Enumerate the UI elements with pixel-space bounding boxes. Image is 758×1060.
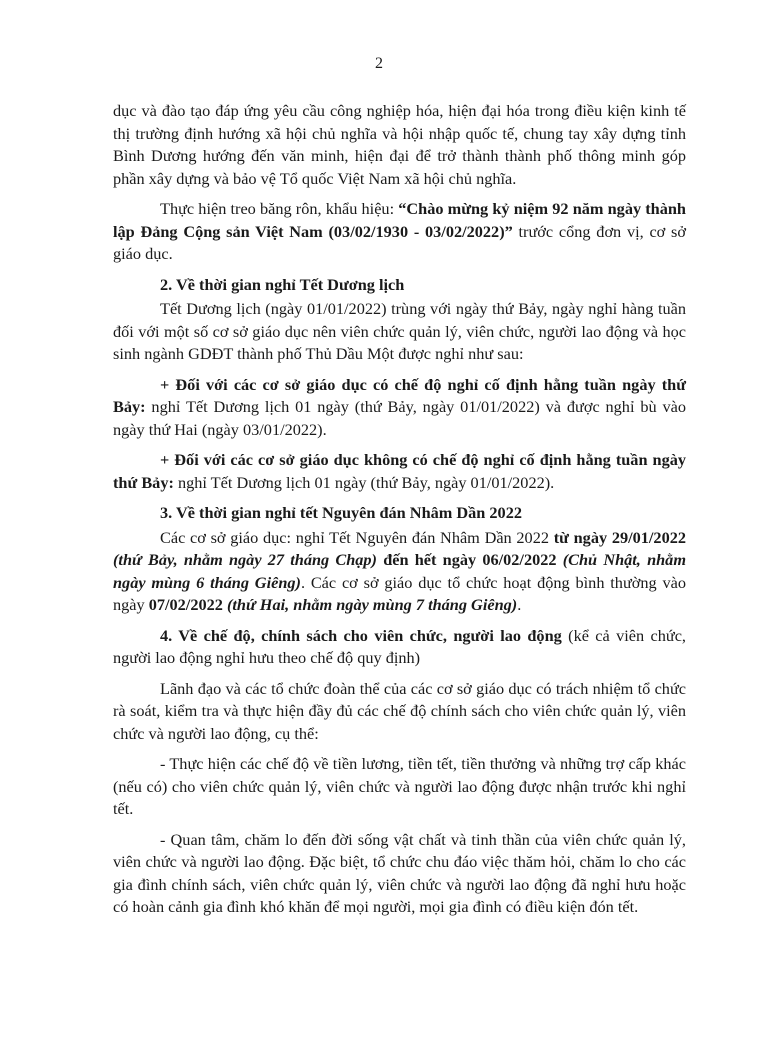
fixed-saturday-text: nghỉ Tết Dương lịch 01 ngày (thứ Bảy, ngày 01/01/2022) và được nghỉ bù vào ngày thứ Hai (ngày 03/01/2022).	[113, 397, 686, 439]
paragraph-care-support: - Quan tâm, chăm lo đến đời sống vật chất và tinh thần của viên chức quản lý, viên chức và người lao động. Đặc biệt, tổ chức chu đáo việc thăm hỏi, chăm lo cho các gia đình chính sách, viên chức quản lý, viên chức và người lao động đã nghỉ hưu hoặc có hoàn cảnh gia đình khó khăn để mọi người, mọi gia đình có điều kiện đón tết.	[113, 829, 686, 916]
heading-section-4	[113, 625, 686, 670]
document-body	[113, 100, 686, 927]
lunar-start-date: từ ngày 29/01/2022	[553, 527, 686, 547]
fixed-saturday-label: + Đối với các cơ sở giáo dục có chế độ nghỉ cố định hằng tuần ngày thứ Bảy:	[113, 374, 686, 416]
section-4-note: (kể cả viên chức, người lao động nghỉ hưu theo chế độ quy định)	[113, 625, 686, 667]
paragraph-fixed-saturday-off	[113, 374, 686, 442]
paragraph-salary-bonus: - Thực hiện các chế độ về tiền lương, tiền tết, tiền thưởng và những trợ cấp khác (nếu có) cho viên chức quản lý, viên chức và người lao động được nhận trước khi nghỉ tết.	[113, 754, 686, 818]
no-fixed-saturday-label: + Đối với các cơ sở giáo dục không có chế độ nghỉ cố định hằng tuần ngày thứ Bảy:	[113, 450, 686, 492]
heading-section-3: 3. Về thời gian nghỉ tết Nguyên đán Nhâm Dần 2022	[160, 503, 522, 522]
slogan-lead: Thực hiện treo băng rôn, khẩu hiệu:	[160, 199, 399, 218]
slogan-text: “Chào mừng kỷ niệm 92 năm ngày thành lập Đảng Cộng sản Việt Nam (03/02/1930 - 03/02/2022)”	[113, 199, 686, 241]
no-fixed-saturday-text: nghỉ Tết Dương lịch 01 ngày (thứ Bảy, ngày 01/01/2022).	[173, 472, 555, 492]
lunar-resume-date: 07/02/2022	[148, 595, 227, 614]
lunar-end-date: đến hết ngày 06/02/2022	[376, 550, 563, 569]
lunar-text-2: . Các cơ sở giáo dục tổ chức hoạt động bình thường vào ngày	[113, 572, 686, 614]
section-4-title: 4. Về chế độ, chính sách cho viên chức, người lao động	[160, 625, 562, 645]
lunar-start-note: (thứ Bảy, nhằm ngày 27 tháng Chạp)	[113, 550, 377, 569]
heading-section-2: 2. Về thời gian nghỉ Tết Dương lịch	[160, 274, 405, 294]
slogan-tail: trước cổng đơn vị, cơ sở giáo dục.	[113, 221, 686, 263]
lunar-text-3: .	[517, 595, 522, 614]
paragraph-new-year-overview: Tết Dương lịch (ngày 01/01/2022) trùng với ngày thứ Bảy, ngày nghỉ hàng tuần đối với một số cơ sở giáo dục nên viên chức quản lý, viên chức, người lao động và học sinh ngành GDĐT thành phố Thủ Dầu Một được nghỉ như sau:	[113, 299, 686, 363]
paragraph-no-fixed-saturday-off	[113, 449, 686, 494]
paragraph-lunar-new-year	[113, 527, 686, 617]
paragraph-leadership-duty: Lãnh đạo và các tổ chức đoàn thể của các cơ sở giáo dục có trách nhiệm tổ chức rà soát, kiểm tra và thực hiện đầy đủ các chế độ chính sách cho viên chức quản lý, viên chức và người lao động, cụ thể:	[113, 678, 686, 743]
paragraph-banner-slogan	[113, 198, 686, 266]
paragraph-continuation: dục và đào tạo đáp ứng yêu cầu công nghiệp hóa, hiện đại hóa trong điều kiện kinh tế thị trường định hướng xã hội chủ nghĩa và hội nhập quốc tế, chung tay xây dựng tỉnh Bình Dương hướng đến văn minh, hiện đại để trở thành thành phố thông minh góp phần xây dựng và bảo vệ Tổ quốc Việt Nam xã hội chủ nghĩa.	[113, 101, 686, 188]
lunar-text-1: Các cơ sở giáo dục: nghỉ Tết Nguyên đán Nhâm Dần 2022	[160, 527, 554, 547]
lunar-end-note: (Chủ Nhật, nhằm ngày mùng 6 tháng Giêng)	[113, 550, 686, 592]
page-number: 2	[375, 55, 383, 72]
lunar-resume-note: (thứ Hai, nhằm ngày mùng 7 tháng Giêng)	[226, 595, 518, 614]
